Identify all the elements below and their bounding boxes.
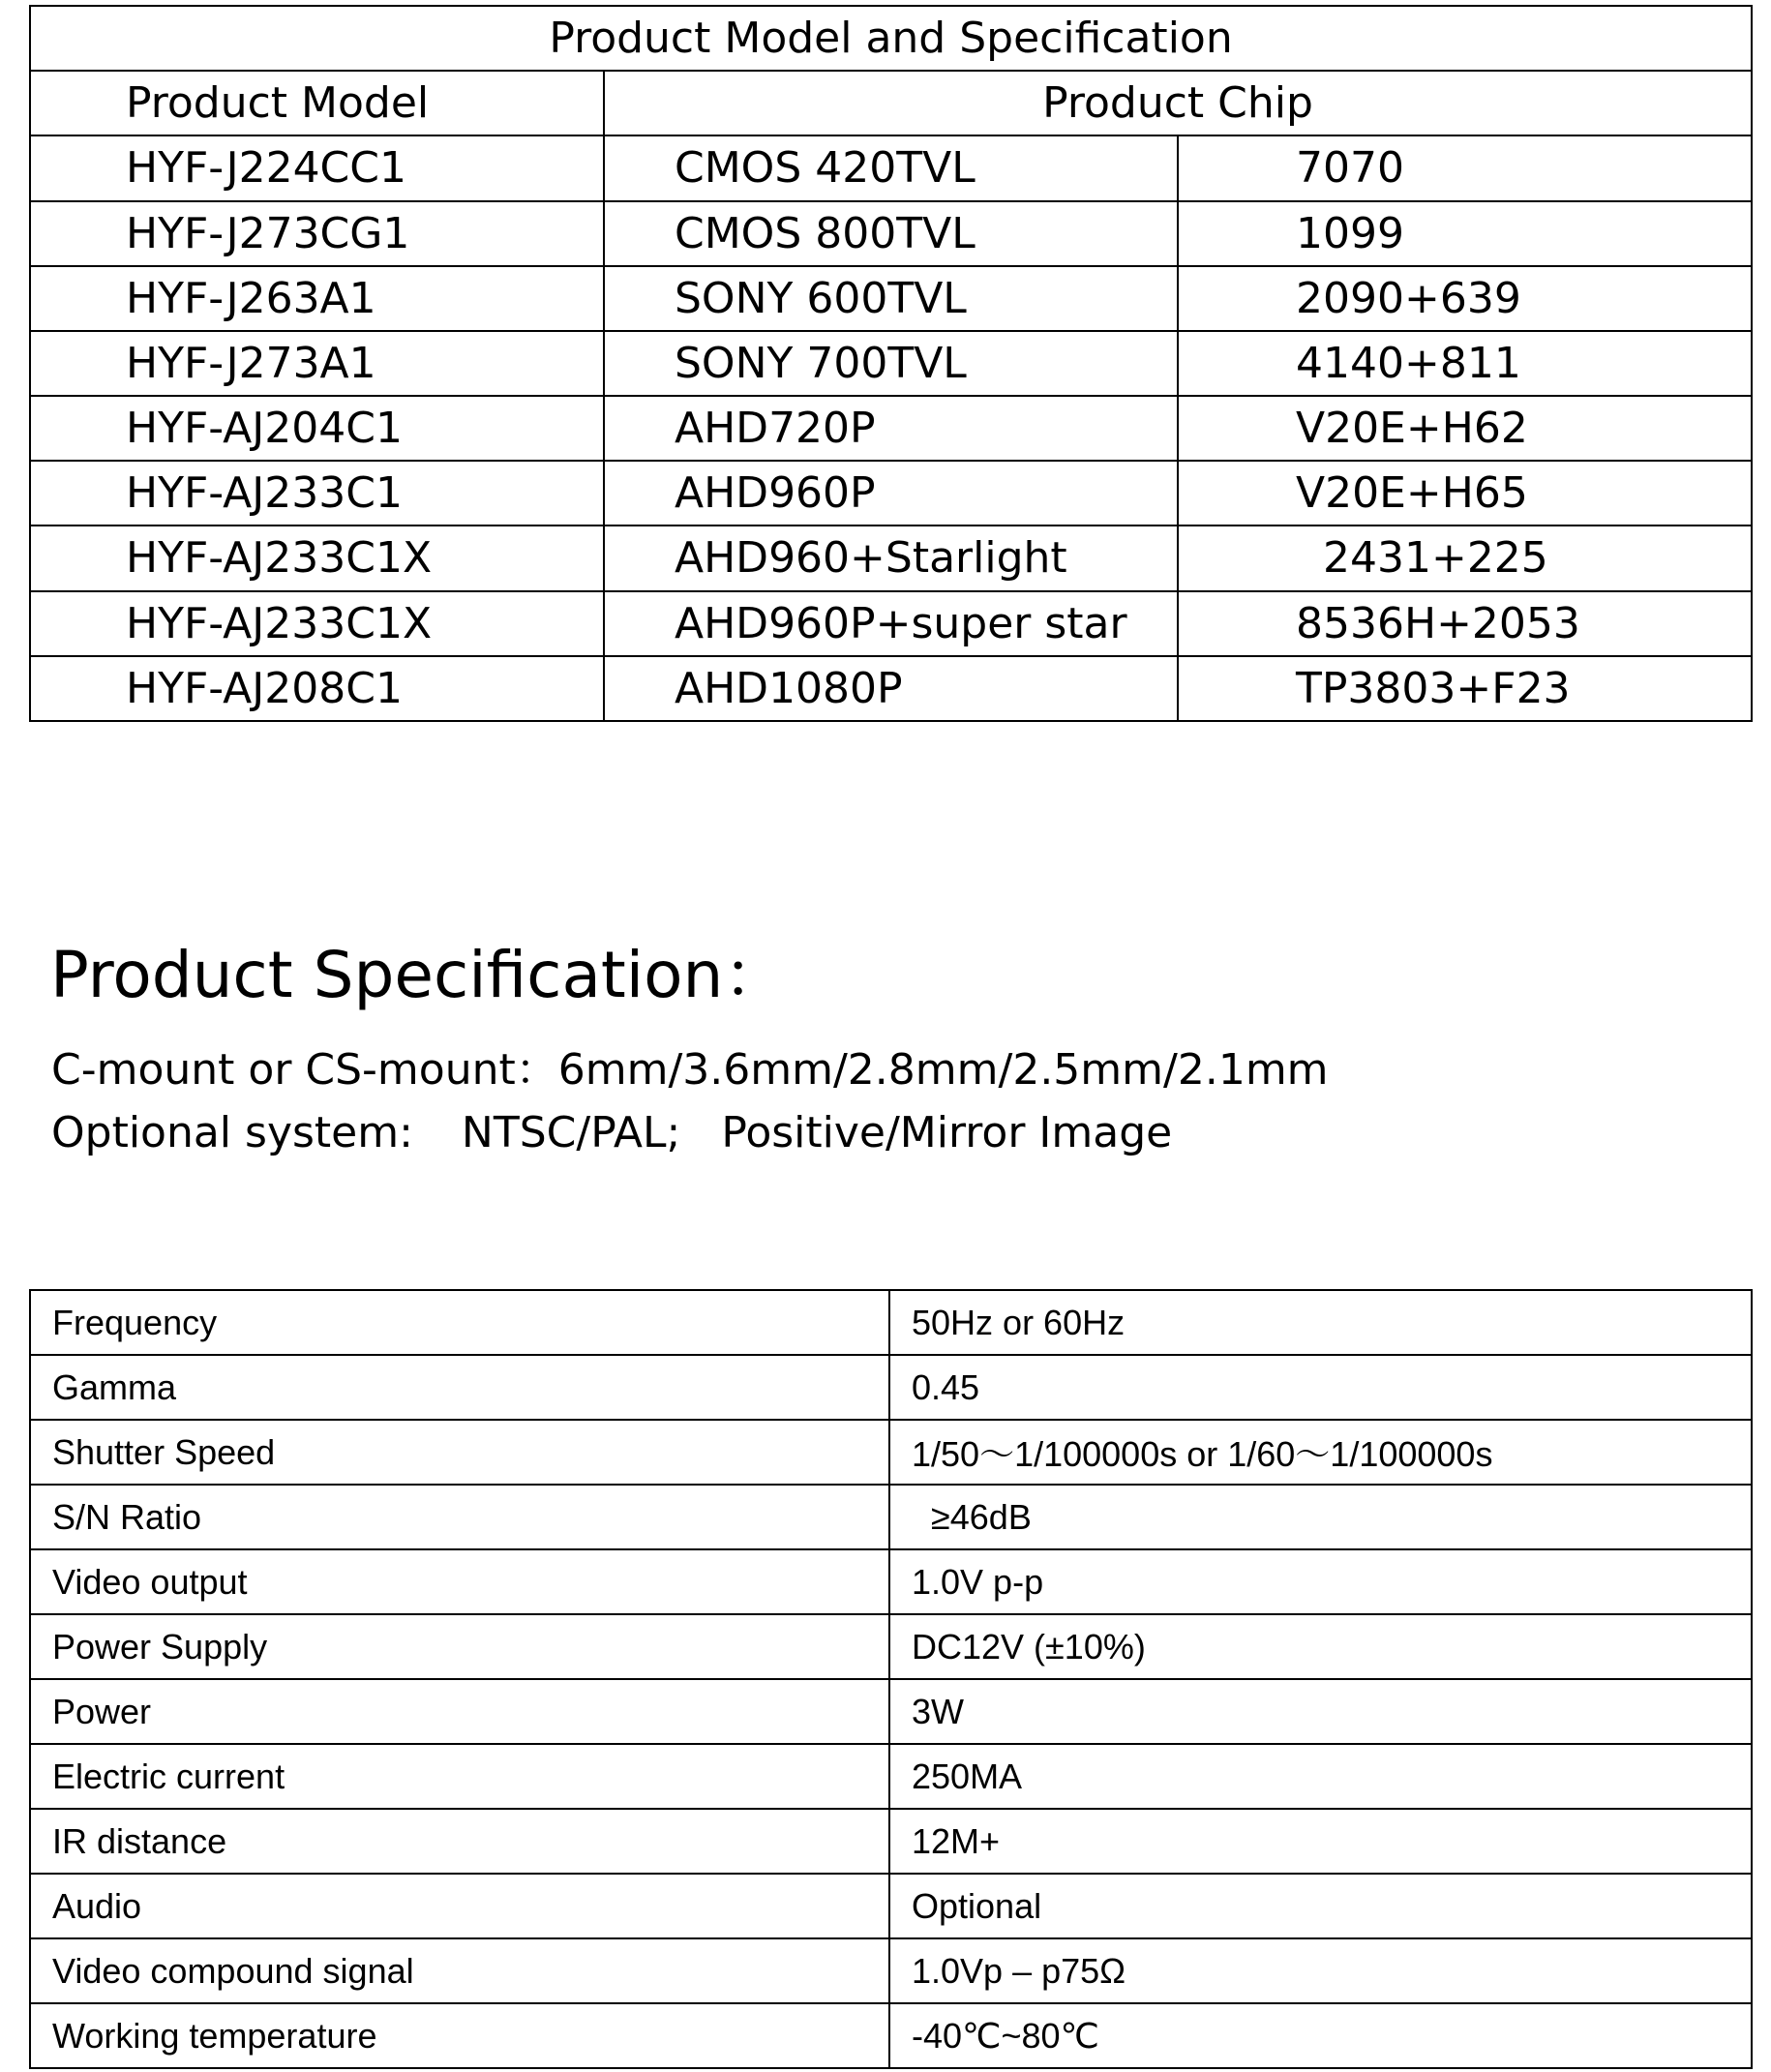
param-value: DC12V (±10%) xyxy=(889,1614,1752,1679)
table-row xyxy=(30,1809,1752,1874)
param-value: Optional xyxy=(889,1874,1752,1938)
model-cell: HYF-AJ233C1 xyxy=(30,461,604,526)
table-row xyxy=(30,656,1752,721)
table-row xyxy=(30,1420,1752,1485)
model-cell: HYF-AJ208C1 xyxy=(30,656,604,721)
chip-cell: 7070 xyxy=(1178,135,1752,200)
chip-cell: V20E+H62 xyxy=(1178,396,1752,461)
table-row xyxy=(30,1874,1752,1938)
table-row xyxy=(30,1679,1752,1744)
parameter-table xyxy=(29,1289,1753,2069)
header-product-model: Product Model xyxy=(30,71,604,135)
param-value: 0.45 xyxy=(889,1355,1752,1420)
table-row xyxy=(30,266,1752,331)
chip-cell: 8536H+2053 xyxy=(1178,591,1752,656)
param-label: Power Supply xyxy=(30,1614,889,1679)
param-value: 1.0Vp – p75Ω xyxy=(889,1938,1752,2003)
mount-label: C-mount or CS-mount： xyxy=(51,1045,558,1095)
chip-cell: 2431+225 xyxy=(1178,526,1752,590)
sensor-cell: AHD720P xyxy=(604,396,1178,461)
sensor-cell: SONY 700TVL xyxy=(604,331,1178,396)
param-value: 50Hz or 60Hz xyxy=(889,1290,1752,1355)
sensor-cell: AHD960P+super star xyxy=(604,591,1178,656)
table-row xyxy=(30,1549,1752,1614)
table-row xyxy=(30,1355,1752,1420)
spec-heading: Product Specification： xyxy=(50,938,788,1012)
param-value: -40℃~80℃ xyxy=(889,2003,1752,2068)
mount-line xyxy=(51,1043,1329,1097)
chip-cell: V20E+H65 xyxy=(1178,461,1752,526)
table-row xyxy=(30,526,1752,590)
param-value: 250MA xyxy=(889,1744,1752,1809)
model-cell: HYF-AJ204C1 xyxy=(30,396,604,461)
param-label: IR distance xyxy=(30,1809,889,1874)
table-row xyxy=(30,461,1752,526)
table-title: Product Model and Specification xyxy=(30,6,1752,71)
param-value: 3W xyxy=(889,1679,1752,1744)
param-label: Power xyxy=(30,1679,889,1744)
table-title-row xyxy=(30,6,1752,71)
system-value-image: Positive/Mirror Image xyxy=(721,1108,1173,1157)
model-cell: HYF-AJ233C1X xyxy=(30,591,604,656)
table-row xyxy=(30,591,1752,656)
header-product-chip: Product Chip xyxy=(604,71,1752,135)
model-cell: HYF-AJ233C1X xyxy=(30,526,604,590)
table-row xyxy=(30,1938,1752,2003)
chip-cell: 2090+639 xyxy=(1178,266,1752,331)
table-row xyxy=(30,135,1752,200)
model-cell: HYF-J273CG1 xyxy=(30,201,604,266)
param-value: 1.0V p-p xyxy=(889,1549,1752,1614)
table-row xyxy=(30,331,1752,396)
param-value: 1/50～1/100000s or 1/60～1/100000s xyxy=(889,1420,1752,1485)
param-label: Gamma xyxy=(30,1355,889,1420)
product-model-table xyxy=(29,5,1753,722)
sensor-cell: SONY 600TVL xyxy=(604,266,1178,331)
sensor-cell: CMOS 420TVL xyxy=(604,135,1178,200)
sensor-cell: AHD960P xyxy=(604,461,1178,526)
param-label: S/N Ratio xyxy=(30,1485,889,1549)
model-cell: HYF-J224CC1 xyxy=(30,135,604,200)
system-label: Optional system: xyxy=(51,1108,413,1157)
system-value-standard: NTSC/PAL; xyxy=(461,1108,681,1157)
system-line xyxy=(51,1106,1172,1160)
table-header-row xyxy=(30,71,1752,135)
param-label: Electric current xyxy=(30,1744,889,1809)
chip-cell: 4140+811 xyxy=(1178,331,1752,396)
param-label: Working temperature xyxy=(30,2003,889,2068)
param-label: Frequency xyxy=(30,1290,889,1355)
model-cell: HYF-J263A1 xyxy=(30,266,604,331)
param-label: Video output xyxy=(30,1549,889,1614)
param-label: Shutter Speed xyxy=(30,1420,889,1485)
table-row xyxy=(30,1744,1752,1809)
table-row xyxy=(30,396,1752,461)
param-value: 12M+ xyxy=(889,1809,1752,1874)
model-cell: HYF-J273A1 xyxy=(30,331,604,396)
table-row xyxy=(30,1290,1752,1355)
table-row xyxy=(30,1614,1752,1679)
table-row xyxy=(30,201,1752,266)
chip-cell: 1099 xyxy=(1178,201,1752,266)
sensor-cell: AHD1080P xyxy=(604,656,1178,721)
table-row xyxy=(30,1485,1752,1549)
sensor-cell: CMOS 800TVL xyxy=(604,201,1178,266)
param-value: ≥46dB xyxy=(889,1485,1752,1549)
param-label: Video compound signal xyxy=(30,1938,889,2003)
chip-cell: TP3803+F23 xyxy=(1178,656,1752,721)
sensor-cell: AHD960+Starlight xyxy=(604,526,1178,590)
param-label: Audio xyxy=(30,1874,889,1938)
mount-value: 6mm/3.6mm/2.8mm/2.5mm/2.1mm xyxy=(557,1045,1329,1095)
table-row xyxy=(30,2003,1752,2068)
